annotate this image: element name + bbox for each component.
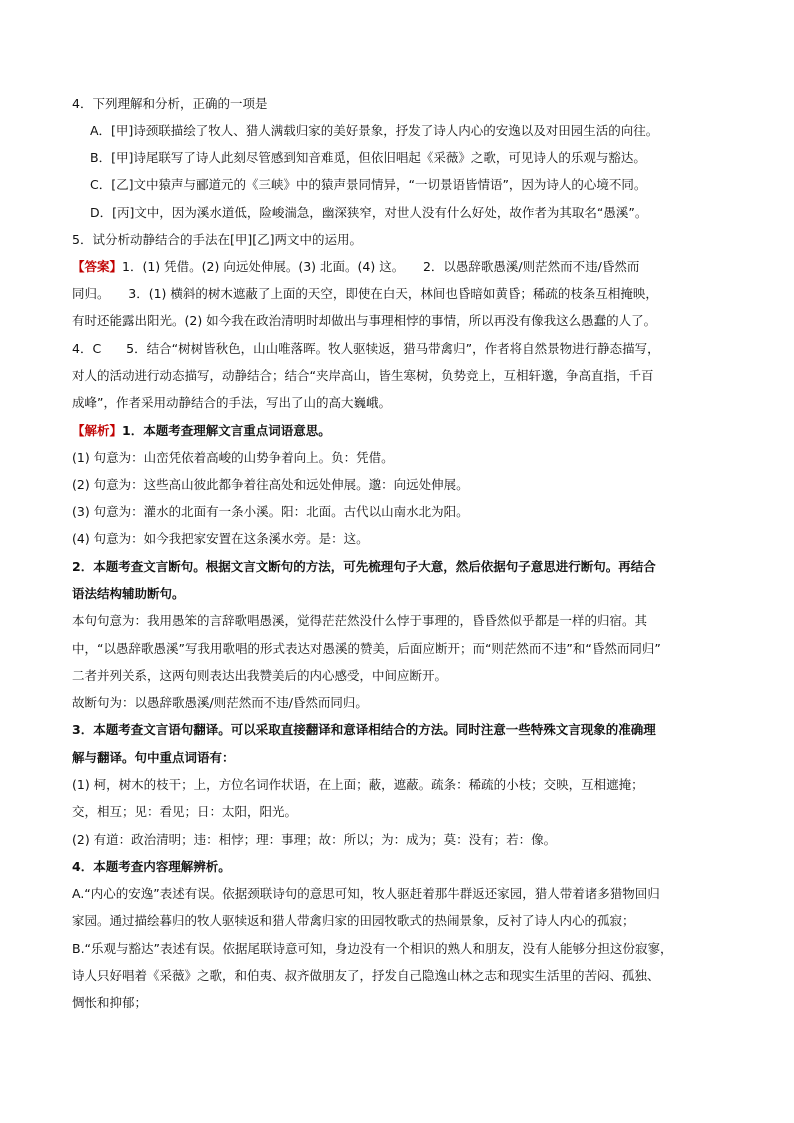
analysis-line: (1) 柯，树木的枝干；上，方位名词作状语，在上面；蔽，遮蔽。疏条：稀疏的小枝；交映，互相遮掩； xyxy=(72,777,644,792)
analysis-line: (4) 句意为：如今我把家安置在这条溪水旁。是：这。 xyxy=(72,531,369,546)
analysis-first: 1．本题考查理解文言重点词语意思。 xyxy=(122,423,331,438)
q4-option-c: C．[乙]文中猿声与郦道元的《三峡》中的猿声景同情异，“一切景语皆情语”，因为诗人的心境不同。 xyxy=(90,177,647,192)
q5-stem: 5．试分析动静结合的手法在[甲][乙]两文中的运用。 xyxy=(72,232,362,247)
answer-line-2: 同归。 3．(1) 横斜的树木遮蔽了上面的天空，即使在白天，林间也昏暗如黄昏；稀疏的枝条互相掩映， xyxy=(72,286,658,301)
analysis-line: 语法结构辅助断句。 xyxy=(72,586,185,601)
analysis-line: 故断句为：以愚辞歌愚溪/则茫然而不违/昏然而同归。 xyxy=(72,695,368,710)
analysis-line: 家园。通过描绘暮归的牧人驱犊返和猎人带禽归家的田园牧歌式的热闹景象，反衬了诗人内心的孤寂； xyxy=(72,913,635,928)
answer-label: 【答案】 xyxy=(72,259,123,274)
analysis-line: (1) 句意为：山峦凭依着高峻的山势争着向上。负：凭借。 xyxy=(72,450,394,465)
answer-line-6: 成峰”，作者采用动静结合的手法，写出了山的高大巍峨。 xyxy=(72,395,391,410)
answer-line-3: 有时还能露出阳光。(2) 如今我在政治清明时却做出与事理相悖的事情，所以再没有像我这么愚蠢的人了。 xyxy=(72,313,657,328)
analysis-label: 【解析】 xyxy=(72,423,123,438)
analysis-line: 解与翻译。句中重点词语有： xyxy=(72,750,235,765)
analysis-line: A.“内心的安逸”表述有误。依据颈联诗句的意思可知，牧人驱赶着那牛群返还家园，猎人带着诸多猎物回归 xyxy=(72,886,660,901)
answer-line-1 xyxy=(72,258,639,276)
analysis-line: 二者并列关系，这两句则表达出我赞美后的内心感受，中间应断开。 xyxy=(72,668,448,683)
analysis-line: B.“乐观与豁达”表述有误。依据尾联诗意可知，身边没有一个相识的熟人和朋友，没有人能够分担这份寂寥， xyxy=(72,941,673,956)
answer-line-5: 对人的活动进行动态描写，动静结合；结合“夹岸高山，皆生寒树，负势竞上，互相轩邈，争高直指，千百 xyxy=(72,368,654,383)
analysis-line-1 xyxy=(72,422,331,440)
analysis-line: 中，“以愚辞歌愚溪”写我用歌唱的形式表达对愚溪的赞美，后面应断开；而“则茫然而不违”和“昏然而同归” xyxy=(72,641,661,656)
analysis-line: 惆怅和抑郁； xyxy=(72,995,148,1010)
q4-option-b: B．[甲]诗尾联写了诗人此刻尽管感到知音难觅，但依旧唱起《采薇》之歌，可见诗人的乐观与豁达。 xyxy=(90,150,646,165)
analysis-line: 诗人只好唱着《采薇》之歌，和伯夷、叔齐做朋友了，抒发自己隐逸山林之志和现实生活里的苦闷、孤独、 xyxy=(72,968,660,983)
q4-option-d: D．[丙]文中，因为溪水道低，险峻湍急，幽深狭窄，对世人没有什么好处，故作者为其取名“愚溪”。 xyxy=(90,205,648,220)
analysis-line: 交，相互；见：看见；日：太阳，阳光。 xyxy=(72,804,298,819)
analysis-line: (2) 句意为：这些高山彼此都争着往高处和远处伸展。邈：向远处伸展。 xyxy=(72,477,469,492)
q4-stem: 4．下列理解和分析，正确的一项是 xyxy=(72,96,268,111)
q4-option-a: A．[甲]诗颈联描绘了牧人、猎人满载归家的美好景象，抒发了诗人内心的安逸以及对田园生活的向往。 xyxy=(90,123,659,138)
analysis-line: 3．本题考查文言语句翻译。可以采取直接翻译和意译相结合的方法。同时注意一些特殊文言现象的准确理 xyxy=(72,722,656,737)
analysis-line: (3) 句意为：灌水的北面有一条小溪。阳：北面。古代以山南水北为阳。 xyxy=(72,504,469,519)
analysis-line: 2．本题考查文言断句。根据文言文断句的方法，可先梳理句子大意，然后依据句子意思进行断句。再结合 xyxy=(72,559,656,574)
analysis-line: 本句句意为：我用愚笨的言辞歌唱愚溪，觉得茫茫然没什么悖于事理的，昏昏然似乎都是一样的归宿。其 xyxy=(72,613,648,628)
answer-line-4: 4．C 5．结合“树树皆秋色，山山唯落晖。牧人驱犊返，猎马带禽归”，作者将自然景物进行静态描写， xyxy=(72,341,660,356)
answer-text: 1．(1) 凭借。(2) 向远处伸展。(3) 北面。(4) 这。 2．以愚辞歌愚溪/则茫然而不违/昏然而 xyxy=(122,259,640,274)
analysis-line: (2) 有道：政治清明；违：相悖；理：事理；故：所以；为：成为；莫：没有；若：像。 xyxy=(72,832,557,847)
analysis-line: 4．本题考查内容理解辨析。 xyxy=(72,859,231,874)
